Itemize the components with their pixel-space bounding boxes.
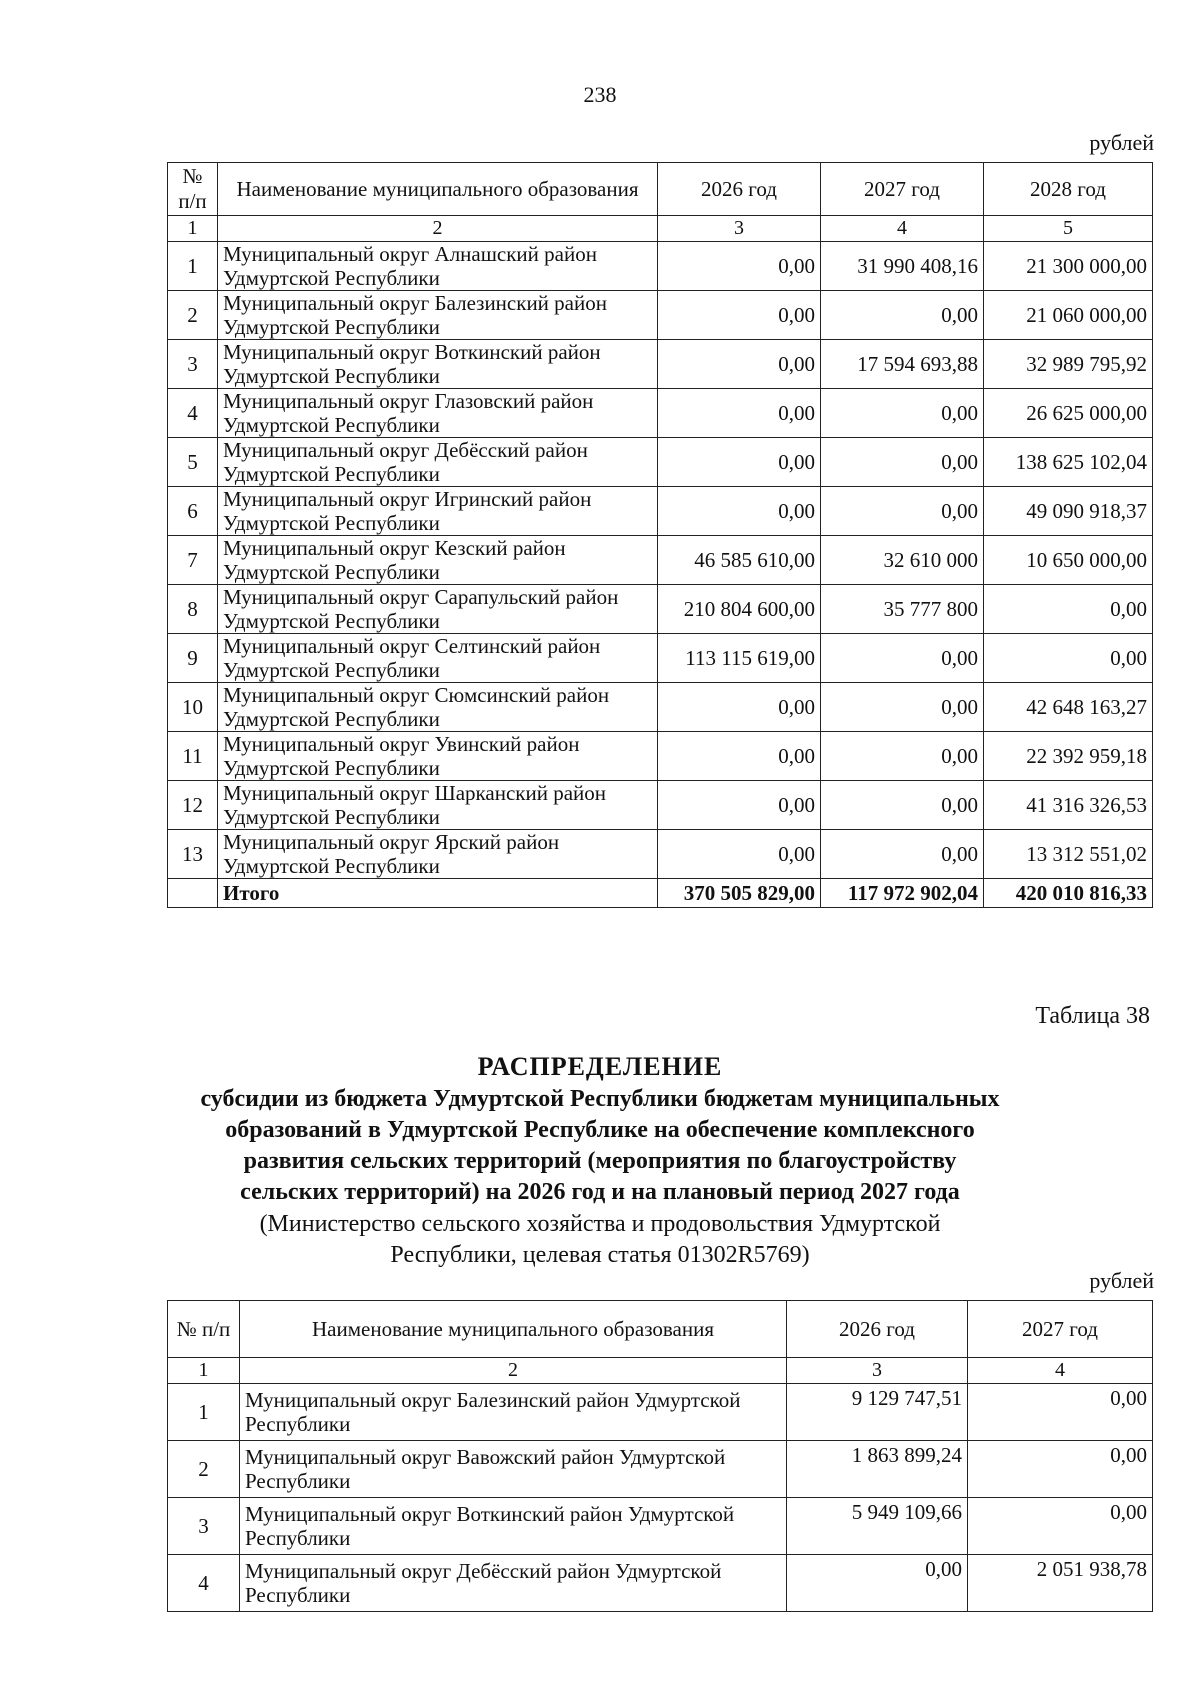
value-2027: 2 051 938,78 — [968, 1555, 1153, 1612]
col-index: 1 — [168, 1358, 240, 1384]
value-2027: 0,00 — [821, 683, 984, 732]
value-2027: 0,00 — [821, 291, 984, 340]
municipality-name: Муниципальный округ Алнашский район Удмуртской Республики — [218, 242, 658, 291]
table-row — [168, 487, 1153, 536]
value-2026: 0,00 — [658, 781, 821, 830]
total-2026: 370 505 829,00 — [658, 879, 821, 908]
subtitle-line: развития сельских территорий (мероприятия по благоустройству — [243, 1148, 957, 1174]
municipality-name: Муниципальный округ Селтинский район Удмуртской Республики — [218, 634, 658, 683]
table-row — [168, 1384, 1153, 1441]
header-2026: 2026 год — [787, 1301, 968, 1358]
header-num: № п/п — [168, 163, 218, 216]
municipality-name: Муниципальный округ Сарапульский район Удмуртской Республики — [218, 585, 658, 634]
header-2028: 2028 год — [984, 163, 1153, 216]
col-index: 2 — [240, 1358, 787, 1384]
value-2028: 42 648 163,27 — [984, 683, 1153, 732]
value-2027: 31 990 408,16 — [821, 242, 984, 291]
value-2026: 46 585 610,00 — [658, 536, 821, 585]
value-2026: 0,00 — [658, 732, 821, 781]
municipality-name: Муниципальный округ Ярский район Удмуртской Республики — [218, 830, 658, 879]
municipality-name: Муниципальный округ Воткинский район Удмуртской Республики — [218, 340, 658, 389]
municipality-name: Муниципальный округ Шарканский район Удмуртской Республики — [218, 781, 658, 830]
value-2027: 0,00 — [821, 389, 984, 438]
value-2027: 0,00 — [821, 830, 984, 879]
row-number: 8 — [168, 585, 218, 634]
col-index: 5 — [984, 216, 1153, 242]
total-row — [168, 879, 1153, 908]
col-index: 4 — [968, 1358, 1153, 1384]
ministry-note — [0, 1209, 1200, 1271]
subsidy-table-2 — [167, 1300, 1153, 1612]
subsidy-table-1 — [167, 162, 1153, 908]
row-number: 6 — [168, 487, 218, 536]
value-2027: 17 594 693,88 — [821, 340, 984, 389]
value-2026: 0,00 — [658, 242, 821, 291]
row-number: 12 — [168, 781, 218, 830]
row-number: 11 — [168, 732, 218, 781]
subtitle-line: субсидии из бюджета Удмуртской Республики бюджетам муниципальных — [200, 1086, 1000, 1112]
total-label: Итого — [218, 879, 658, 908]
total-2027: 117 972 902,04 — [821, 879, 984, 908]
ministry-line: Республики, целевая статья 01302R5769) — [390, 1242, 810, 1268]
row-number: 3 — [168, 340, 218, 389]
table-row — [168, 585, 1153, 634]
municipality-name: Муниципальный округ Кезский район Удмуртской Республики — [218, 536, 658, 585]
row-number: 4 — [168, 1555, 240, 1612]
table-row — [168, 634, 1153, 683]
value-2026: 0,00 — [658, 340, 821, 389]
table-row — [168, 830, 1153, 879]
municipality-name: Муниципальный округ Балезинский район Удмуртской Республики — [240, 1384, 787, 1441]
row-number: 13 — [168, 830, 218, 879]
header-2027: 2027 год — [821, 163, 984, 216]
value-2027: 0,00 — [968, 1441, 1153, 1498]
row-number: 10 — [168, 683, 218, 732]
row-number: 1 — [168, 1384, 240, 1441]
row-number: 5 — [168, 438, 218, 487]
header-name: Наименование муниципального образования — [240, 1301, 787, 1358]
page-number: 238 — [583, 82, 617, 107]
value-2027: 32 610 000 — [821, 536, 984, 585]
table1-header-row — [168, 163, 1153, 216]
value-2028: 21 060 000,00 — [984, 291, 1153, 340]
municipality-name: Муниципальный округ Воткинский район Удмуртской Республики — [240, 1498, 787, 1555]
municipality-name: Муниципальный округ Вавожский район Удмуртской Республики — [240, 1441, 787, 1498]
value-2028: 41 316 326,53 — [984, 781, 1153, 830]
municipality-name: Муниципальный округ Балезинский район Удмуртской Республики — [218, 291, 658, 340]
value-2026: 9 129 747,51 — [787, 1384, 968, 1441]
value-2026: 0,00 — [658, 683, 821, 732]
value-2026: 0,00 — [658, 830, 821, 879]
value-2027: 35 777 800 — [821, 585, 984, 634]
table1-index-row — [168, 216, 1153, 242]
col-index: 3 — [787, 1358, 968, 1384]
value-2026: 113 115 619,00 — [658, 634, 821, 683]
value-2026: 0,00 — [658, 487, 821, 536]
total-2028: 420 010 816,33 — [984, 879, 1153, 908]
row-number: 7 — [168, 536, 218, 585]
table-row — [168, 340, 1153, 389]
table-row — [168, 683, 1153, 732]
col-index: 3 — [658, 216, 821, 242]
municipality-name: Муниципальный округ Дебёсский район Удмуртской Республики — [240, 1555, 787, 1612]
value-2028: 26 625 000,00 — [984, 389, 1153, 438]
value-2026: 210 804 600,00 — [658, 585, 821, 634]
value-2028: 22 392 959,18 — [984, 732, 1153, 781]
table-title: РАСПРЕДЕЛЕНИЕ — [477, 1052, 723, 1081]
municipality-name: Муниципальный округ Увинский район Удмуртской Республики — [218, 732, 658, 781]
row-number: 2 — [168, 291, 218, 340]
municipality-name: Муниципальный округ Сюмсинский район Удмуртской Республики — [218, 683, 658, 732]
col-index: 2 — [218, 216, 658, 242]
col-index: 4 — [821, 216, 984, 242]
value-2026: 5 949 109,66 — [787, 1498, 968, 1555]
value-2028: 13 312 551,02 — [984, 830, 1153, 879]
table-row — [168, 1441, 1153, 1498]
municipality-name: Муниципальный округ Глазовский район Удмуртской Республики — [218, 389, 658, 438]
subtitle-line: образований в Удмуртской Республике на обеспечение комплексного — [225, 1117, 975, 1143]
value-2028: 138 625 102,04 — [984, 438, 1153, 487]
row-number: 9 — [168, 634, 218, 683]
table-row — [168, 781, 1153, 830]
value-2026: 0,00 — [658, 389, 821, 438]
row-number: 1 — [168, 242, 218, 291]
value-2028: 32 989 795,92 — [984, 340, 1153, 389]
value-2027: 0,00 — [821, 732, 984, 781]
header-2026: 2026 год — [658, 163, 821, 216]
value-2028: 0,00 — [984, 634, 1153, 683]
table2-unit: рублей — [1089, 1268, 1154, 1293]
subtitle-line: сельских территорий) на 2026 год и на плановый период 2027 года — [240, 1179, 960, 1205]
value-2028: 21 300 000,00 — [984, 242, 1153, 291]
row-number: 2 — [168, 1441, 240, 1498]
table-subtitle — [0, 1084, 1200, 1208]
value-2027: 0,00 — [821, 634, 984, 683]
table-row — [168, 732, 1153, 781]
value-2028: 10 650 000,00 — [984, 536, 1153, 585]
value-2027: 0,00 — [968, 1384, 1153, 1441]
value-2026: 0,00 — [658, 291, 821, 340]
table2-index-row — [168, 1358, 1153, 1384]
ministry-line: (Министерство сельского хозяйства и продовольствия Удмуртской — [259, 1211, 941, 1237]
table-number-label: Таблица 38 — [1035, 1003, 1150, 1029]
row-number: 3 — [168, 1498, 240, 1555]
value-2026: 1 863 899,24 — [787, 1441, 968, 1498]
header-name: Наименование муниципального образования — [218, 163, 658, 216]
value-2027: 0,00 — [821, 438, 984, 487]
value-2027: 0,00 — [968, 1498, 1153, 1555]
value-2027: 0,00 — [821, 487, 984, 536]
table-row — [168, 1555, 1153, 1612]
header-num: № п/п — [168, 1301, 240, 1358]
header-2027: 2027 год — [968, 1301, 1153, 1358]
table1-unit: рублей — [1089, 130, 1154, 155]
municipality-name: Муниципальный округ Дебёсский район Удмуртской Республики — [218, 438, 658, 487]
table-row — [168, 242, 1153, 291]
value-2028: 49 090 918,37 — [984, 487, 1153, 536]
col-index: 1 — [168, 216, 218, 242]
municipality-name: Муниципальный округ Игринский район Удмуртской Республики — [218, 487, 658, 536]
table-row — [168, 389, 1153, 438]
table-row — [168, 291, 1153, 340]
table-row — [168, 536, 1153, 585]
value-2027: 0,00 — [821, 781, 984, 830]
table-row — [168, 1498, 1153, 1555]
value-2026: 0,00 — [658, 438, 821, 487]
row-number: 4 — [168, 389, 218, 438]
value-2028: 0,00 — [984, 585, 1153, 634]
empty-cell — [168, 879, 218, 908]
value-2026: 0,00 — [787, 1555, 968, 1612]
table2-header-row — [168, 1301, 1153, 1358]
table-row — [168, 438, 1153, 487]
